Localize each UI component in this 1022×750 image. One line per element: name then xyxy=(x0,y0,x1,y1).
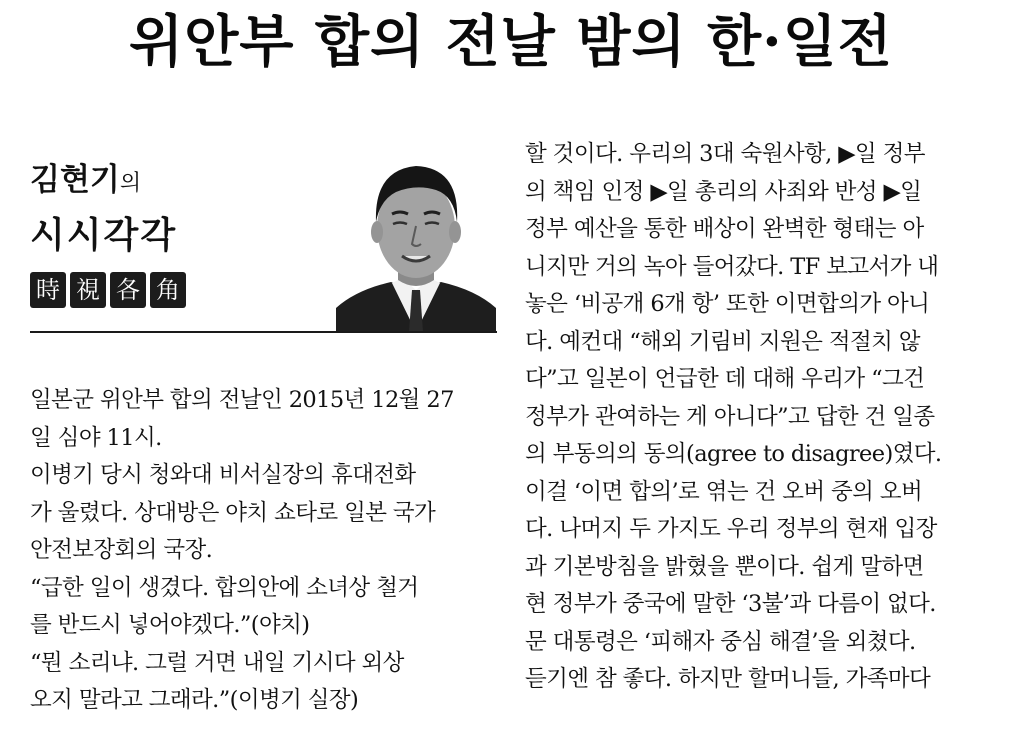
text-line: “뭔 소리냐. 그럴 거면 내일 기시다 외상 xyxy=(30,649,404,676)
author-portrait xyxy=(336,140,496,332)
hanja-badge: 角 xyxy=(150,272,186,308)
text-line: 듣기엔 참 좋다. 하지만 할머니들, 가족마다 xyxy=(525,666,931,692)
text-line: 안전보장회의 국장. xyxy=(30,537,213,563)
header-divider xyxy=(30,331,497,333)
author-suffix: 의 xyxy=(119,171,142,196)
text-line: 정부가 관여하는 게 아니다”고 답한 건 일종 xyxy=(525,403,935,430)
text-line: 놓은 ‘비공개 6개 항’ 또한 이면합의가 아니 xyxy=(525,291,930,317)
hanja-badge: 視 xyxy=(70,272,106,308)
text-line: 니지만 거의 녹아 들어갔다. TF 보고서가 내 xyxy=(525,253,939,280)
text-line: 과 기본방침을 밝혔을 뿐이다. 쉽게 말하면 xyxy=(525,553,924,580)
headline: 위안부 합의 전날 밤의 한·일전 xyxy=(129,9,893,75)
text-line: 현 정부가 중국에 말한 ‘3불’과 다름이 없다. xyxy=(525,591,936,617)
text-line: 를 반드시 넣어야겠다.”(야치) xyxy=(30,612,310,638)
article-column-left xyxy=(30,382,500,720)
text-line: 오지 말라고 그래라.”(이병기 실장) xyxy=(30,687,359,713)
hanja-badge: 時 xyxy=(30,272,66,308)
text-line: “급한 일이 생겼다. 합의안에 소녀상 철거 xyxy=(30,574,419,601)
text-line: 다. 나머지 두 가지도 우리 정부의 현재 입장 xyxy=(525,516,937,542)
author-name: 김현기 xyxy=(30,162,120,198)
column-header xyxy=(30,160,186,308)
article-column-right xyxy=(525,136,995,699)
author-line xyxy=(30,160,186,204)
hanja-badge: 各 xyxy=(110,272,146,308)
text-line: 이걸 ‘이면 합의’로 엮는 건 오버 중의 오버 xyxy=(525,478,923,505)
text-line: 다. 예컨대 “해외 기림비 지원은 적절치 않 xyxy=(525,328,920,355)
text-line: 이병기 당시 청와대 비서실장의 휴대전화 xyxy=(30,462,416,488)
text-line: 할 것이다. 우리의 3대 숙원사항, ▶일 정부 xyxy=(525,141,925,167)
text-line: 문 대통령은 ‘피해자 중심 해결’을 외쳤다. xyxy=(525,628,916,655)
text-line: 의 부동의의 동의(agree to disagree)였다. xyxy=(525,441,942,467)
hanja-badges xyxy=(30,272,186,308)
text-line: 일본군 위안부 합의 전날인 2015년 12월 27 xyxy=(30,387,454,413)
text-line: 일 심야 11시. xyxy=(30,424,162,451)
text-line: 가 울렸다. 상대방은 야치 쇼타로 일본 국가 xyxy=(30,499,436,526)
column-title: 시시각각 xyxy=(30,215,178,256)
text-line: 의 책임 인정 ▶일 총리의 사죄와 반성 ▶일 xyxy=(525,178,922,205)
text-line: 정부 예산을 통한 배상이 완벽한 형태는 아 xyxy=(525,216,924,242)
text-line: 다”고 일본이 언급한 데 대해 우리가 “그건 xyxy=(525,366,925,392)
